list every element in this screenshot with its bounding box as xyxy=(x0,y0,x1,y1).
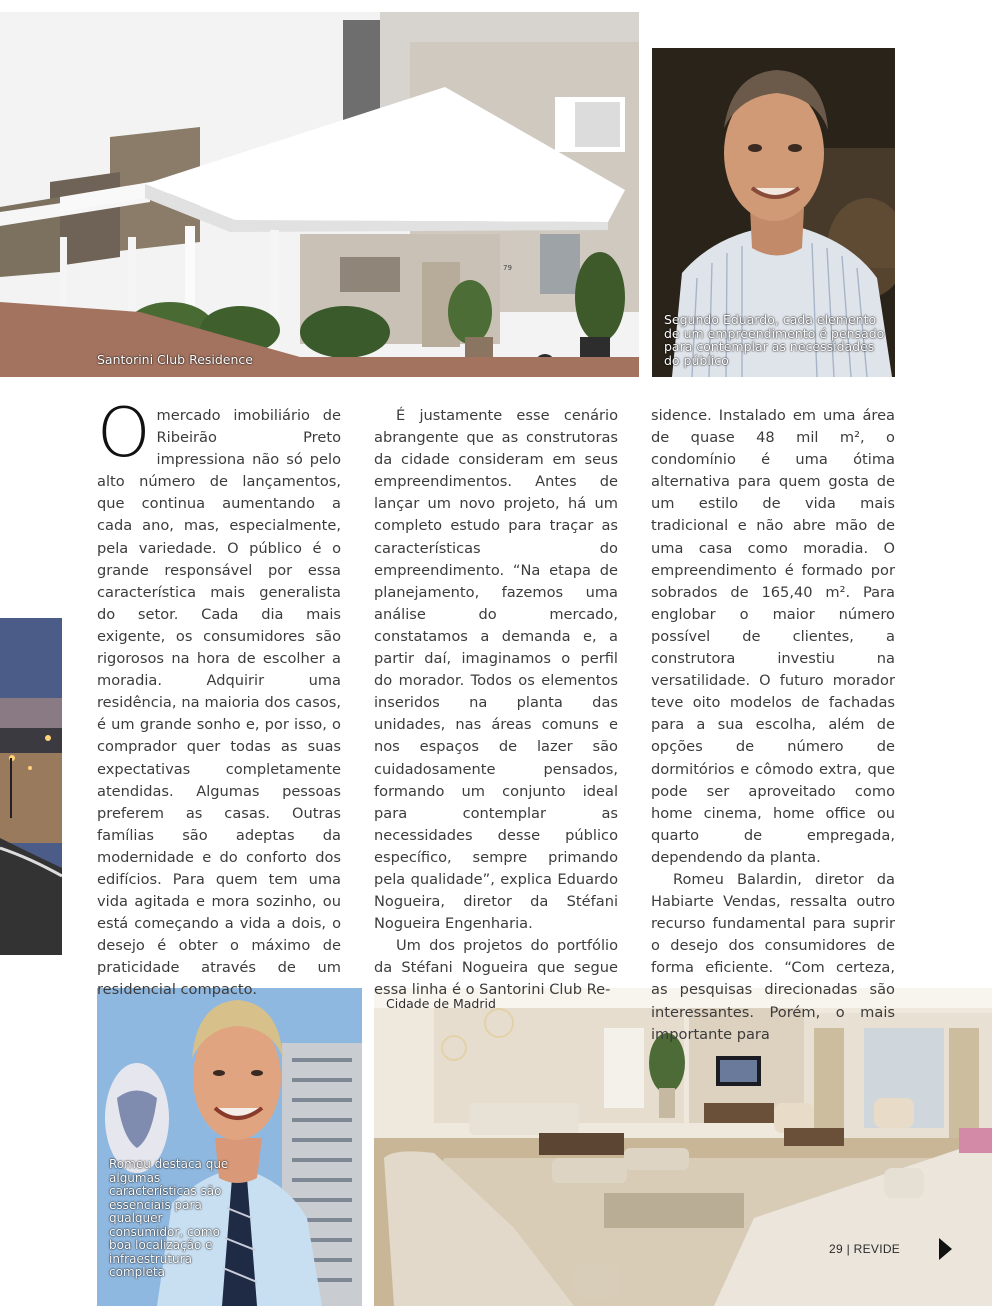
caption-romeu: Romeu destaca que algumas características são essenciais para qualquer consumidor, como boa localização e infraestrutura completa xyxy=(109,1157,229,1279)
drop-cap: O xyxy=(97,394,151,473)
caption-eduardo: Segundo Eduardo, cada elemento de um empreendimento é pensado para contemplar as necessidades do público xyxy=(664,312,885,368)
article-column-1 xyxy=(97,394,341,1002)
house-number: 79 xyxy=(503,264,512,272)
page-folio: 29 | REVIDE xyxy=(829,1242,901,1256)
photo-night-street-partial xyxy=(0,618,62,955)
caption-madrid: Cidade de Madrid xyxy=(386,996,496,1011)
building-illustration xyxy=(0,12,639,377)
paragraph-text: mercado imobiliário de Ribeirão Preto impressiona não só pelo alto número de lançamentos, que continua aumentando a cada ano, mas, especialmente, pela variedade. O público é o grande responsável por essa característica mais generalista do setor. Cada dia mais exigente, os consumidores são rigorosos na hora de escolher a moradia. Adquirir uma residência, na maioria dos casos, é um grande sonho e, por isso, o comprador quer todas as suas expectativas completamente atendidas. Algumas pessoas preferem as casas. Outras famílias são adeptas da modernidade e do conforto dos edifícios. Para quem tem uma vida agitada e mora sozinho, ou está começando a vida a dois, o desejo é obter o máximo de praticidade através de um residencial compacto. xyxy=(97,407,341,999)
photo-santorini-club-residence xyxy=(0,12,639,377)
article-column-3 xyxy=(651,405,895,1046)
article-paragraph: sidence. Instalado em uma área de quase 48 mil m², o condomínio é uma ótima alternativa para quem gosta de um estilo de vida mais tradicional e não abre mão de uma casa como moradia. O empreendimento é formado por sobrados de 165,40 m². Para englobar o maior número possível de clientes, a construtora investiu na versatilidade. O futuro morador teve oito modelos de fachadas para a sua escolha, além de opções de número de dormitórios e cômodo extra, que pode ser aproveitado como home cinema, home office ou quarto de empregada, dependendo da planta. xyxy=(651,407,895,866)
article-column-2 xyxy=(374,405,618,1002)
article-paragraph: É justamente esse cenário abrangente que as construtoras da cidade consideram em seus empreendimentos. Antes de lançar um novo projeto, há um completo estudo para traçar as características do empreendimento. “Na etapa de planejamento, fazemos uma análise do mercado, constatamos a demanda e, a partir daí, imaginamos o perfil do morador. Todos os elementos inseridos na planta das unidades, nas áreas comuns e nos espaços de lazer são cuidadosamente pensados, formando um conjunto ideal para contemplar as necessidades desse público específico, sempre primando pela qualidade”, explica Eduardo Nogueira, diretor da Stéfani Nogueira Engenharia. xyxy=(374,407,618,933)
next-page-arrow-icon[interactable] xyxy=(939,1238,952,1260)
caption-santorini: Santorini Club Residence xyxy=(97,352,253,367)
article-paragraph xyxy=(97,394,341,1002)
night-scene xyxy=(0,618,62,955)
article-paragraph: Romeu Balardin, diretor da Habiarte Vendas, ressalta outro recurso fundamental para suprir o desejo dos consumidores de forma eficiente. “Com certeza, as pesquisas direcionadas são interessantes. Porém, o mais importante para xyxy=(651,870,895,1043)
article-paragraph: Um dos projetos do portfólio da Stéfani Nogueira que segue essa linha é o Santorini Club Re- xyxy=(374,937,618,999)
